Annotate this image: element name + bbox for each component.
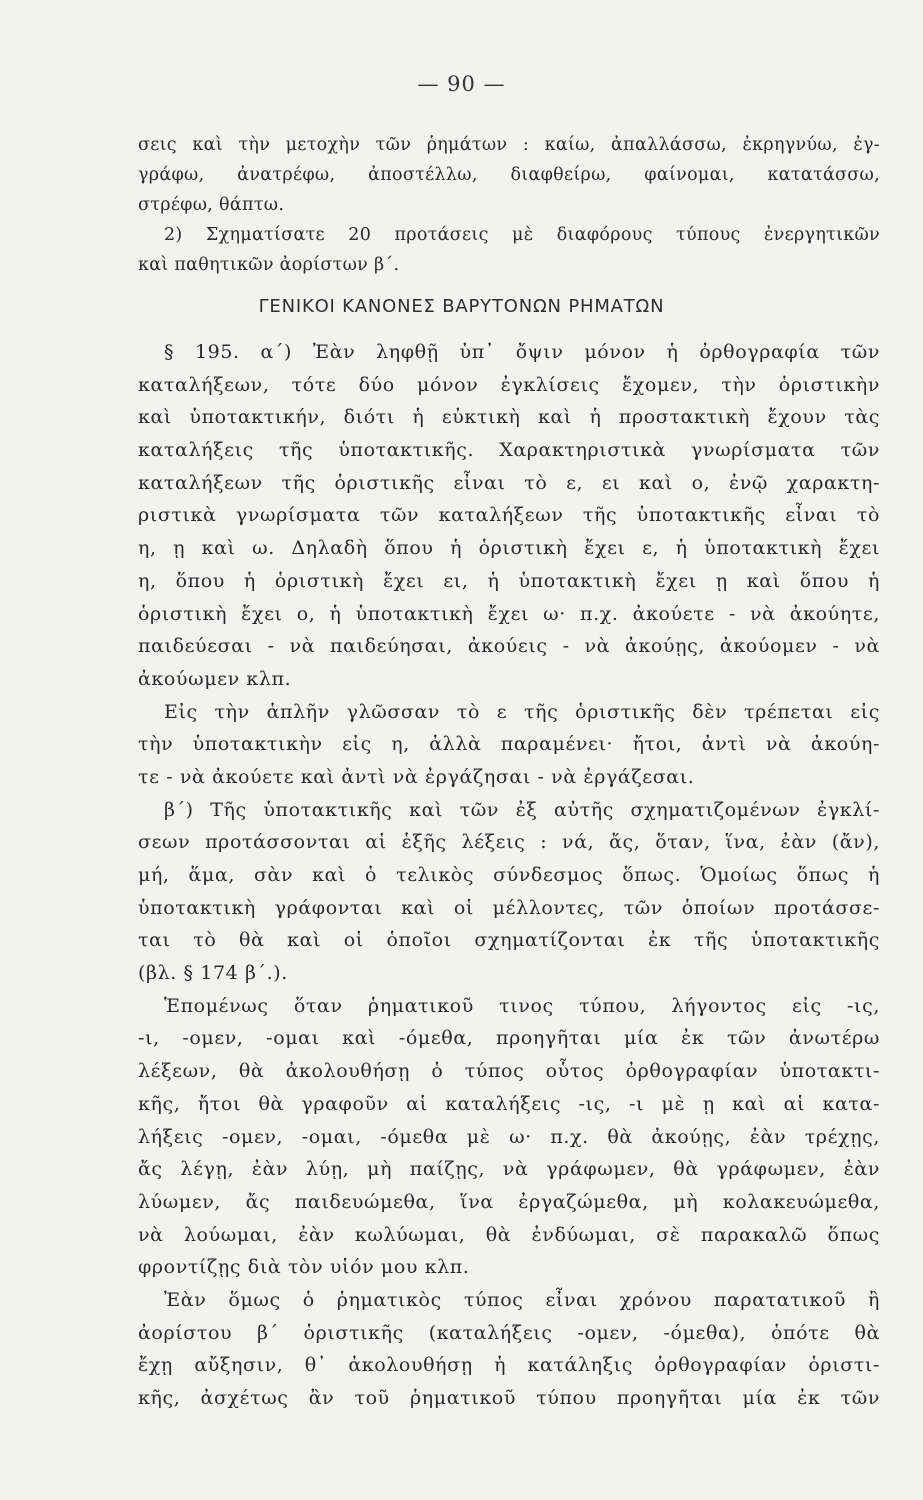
text-line: Εἰς τὴν ἁπλῆν γλῶσσαν τὸ ε τῆς ὁριστικῆς δὲν τρέπεται εἰς [164,700,880,723]
text-line: καταλήξεων, τότε δύο μόνον ἐγκλίσεις ἔχομεν, τὴν ὁριστικὴν [138,373,880,396]
text-line: παιδεύεσαι - νὰ παιδεύησαι, ἀκούεις - νὰ ἀκούῃς, ἀκούομεν - νὰ [138,635,880,658]
text-line: ὑποτακτικὴ γράφονται καὶ οἱ μέλλοντες, τῶν ὁποίων προτάσσε- [138,896,880,919]
text-line: ἄς λέγῃ, ἐὰν λύῃ, μὴ παίζῃς, νὰ γράφωμεν, θὰ γράφωμεν, ἐὰν [138,1158,880,1181]
text-line: ὁριστικὴ ἔχει ο, ἡ ὑποτακτικὴ ἔχει ω· π.χ. ἀκούετε - νὰ ἀκούητε, [138,602,880,625]
text-line: καταλήξεις τῆς ὑποτακτικῆς. Χαρακτηριστικὰ γνωρίσματα τῶν [138,439,880,462]
text-line: ἀορίστου β΄ ὁριστικῆς (καταλήξεις -ομεν, -όμεθα), ὁπότε θὰ [138,1321,880,1344]
text-line: η, ὅπου ἡ ὁριστικὴ ἔχει ει, ἡ ὑποτακτικὴ ἔχει ῃ καὶ ὅπου ἡ [138,569,880,592]
text-line: β΄) Τῆς ὑποτακτικῆς καὶ τῶν ἐξ αὐτῆς σχηματιζομένων ἐγκλί- [164,798,880,821]
text-line: η, ῃ καὶ ω. Δηλαδὴ ὅπου ἡ ὁριστικὴ ἔχει ε, ἡ ὑποτακτικὴ ἔχει [138,537,880,560]
text-line: λύωμεν, ἄς παιδευώμεθα, ἵνα ἐργαζώμεθα, μὴ κολακευώμεθα, [138,1190,880,1213]
exercise-block [138,130,880,280]
text-line: ἔχῃ αὔξησιν, θ᾿ ἀκολουθήσῃ ἡ κατάληξις ὀρθογραφίαν ὁριστι- [138,1354,880,1377]
text-line: καταλήξεων τῆς ὁριστικῆς εἶναι τὸ ε, ει καὶ ο, ἐνῷ χαρακτη- [138,471,880,494]
text-line: κῆς, ἀσχέτως ἂν τοῦ ῥηματικοῦ τύπου προηγῆται μία ἐκ τῶν [138,1387,880,1409]
text-line: ἀκούωμεν κλπ. [138,667,292,690]
text-line: § 195. α΄) Ἐὰν ληφθῇ ὑπ᾿ ὄψιν μόνον ἡ ὀρθογραφία τῶν [164,341,880,363]
text-line: 2) Σχηματίσατε 20 προτάσεις μὲ διαφόρους τύπους ἐνεργητικῶν [164,225,880,245]
text-line: ται τὸ θὰ καὶ οἱ ὁποῖοι σχηματίζονται ἐκ τῆς ὑποτακτικῆς [138,929,880,952]
section-heading: ΓΕΝΙΚΟΙ ΚΑΝΟΝΕΣ ΒΑΡΥΤΟΝΩΝ ΡΗΜΑΤΩΝ [258,296,665,317]
text-line: Ἑπομένως ὅταν ῥηματικοῦ τινος τύπου, λήγοντος εἰς -ις, [164,994,880,1017]
text-line: γράφω, ἀνατρέφω, ἀποστέλλω, διαφθείρω, φαίνομαι, κατατάσσω, [138,165,880,185]
text-line: ριστικὰ γνωρίσματα τῶν καταλήξεων τῆς ὑποτακτικῆς εἶναι τὸ [138,504,880,527]
text-line: κῆς, ἤτοι θὰ γραφοῦν αἱ καταλήξεις -ις, -ι μὲ ῃ καὶ αἱ κατα- [138,1092,880,1115]
text-line: -ι, -ομεν, -ομαι καὶ -όμεθα, προηγῆται μία ἐκ τῶν ἀνωτέρω [138,1027,880,1050]
text-line: μή, ἅμα, σὰν καὶ ὁ τελικὸς σύνδεσμος ὅπως. Ὁμοίως ὅπως ἡ [138,864,880,886]
text-line: στρέφω, θάπτω. [138,195,285,215]
text-line: τε - νὰ ἀκούετε καὶ ἀντὶ νὰ ἐργάζησαι - νὰ ἐργάζεσαι. [138,765,695,788]
text-line: Ἐὰν ὅμως ὁ ῥηματικὸς τύπος εἶναι χρόνου παρατατικοῦ ἢ [164,1288,880,1311]
text-line: καὶ ὑποτακτικήν, διότι ἡ εὐκτικὴ καὶ ἡ προστακτικὴ ἔχουν τὰς [138,406,880,429]
text-line: νὰ λούωμαι, ἐὰν κωλύωμαι, θὰ ἐνδύωμαι, σὲ παρακαλῶ ὅπως [138,1223,880,1246]
text-line: καὶ παθητικῶν ἀορίστων β΄. [138,255,400,275]
text-line: λήξεις -ομεν, -ομαι, -όμεθα μὲ ω· π.χ. θὰ ἀκούῃς, ἐὰν τρέχῃς, [138,1125,880,1148]
text-line: σεις καὶ τὴν μετοχὴν τῶν ῥημάτων : καίω, ἀπαλλάσσω, ἐκρηγνύω, ἐγ- [138,135,880,155]
text-line: τὴν ὑποτακτικὴν εἰς η, ἀλλὰ παραμένει· ἤτοι, ἀντὶ νὰ ἀκούη- [138,733,880,756]
text-line: σεων προτάσσονται αἱ ἑξῆς λέξεις : νά, ἄς, ὅταν, ἵνα, ἐὰν (ἄν), [138,831,880,854]
section-body [138,336,880,1415]
text-line: φροντίζῃς διὰ τὸν υἱόν μου κλπ. [138,1256,470,1279]
text-line: (βλ. § 174 β΄.). [138,962,288,985]
text-line: λέξεων, θὰ ἀκολουθήσῃ ὁ τύπος οὗτος ὀρθογραφίαν ὑποτακτι- [138,1060,880,1083]
page-number: — 90 — [417,72,506,96]
